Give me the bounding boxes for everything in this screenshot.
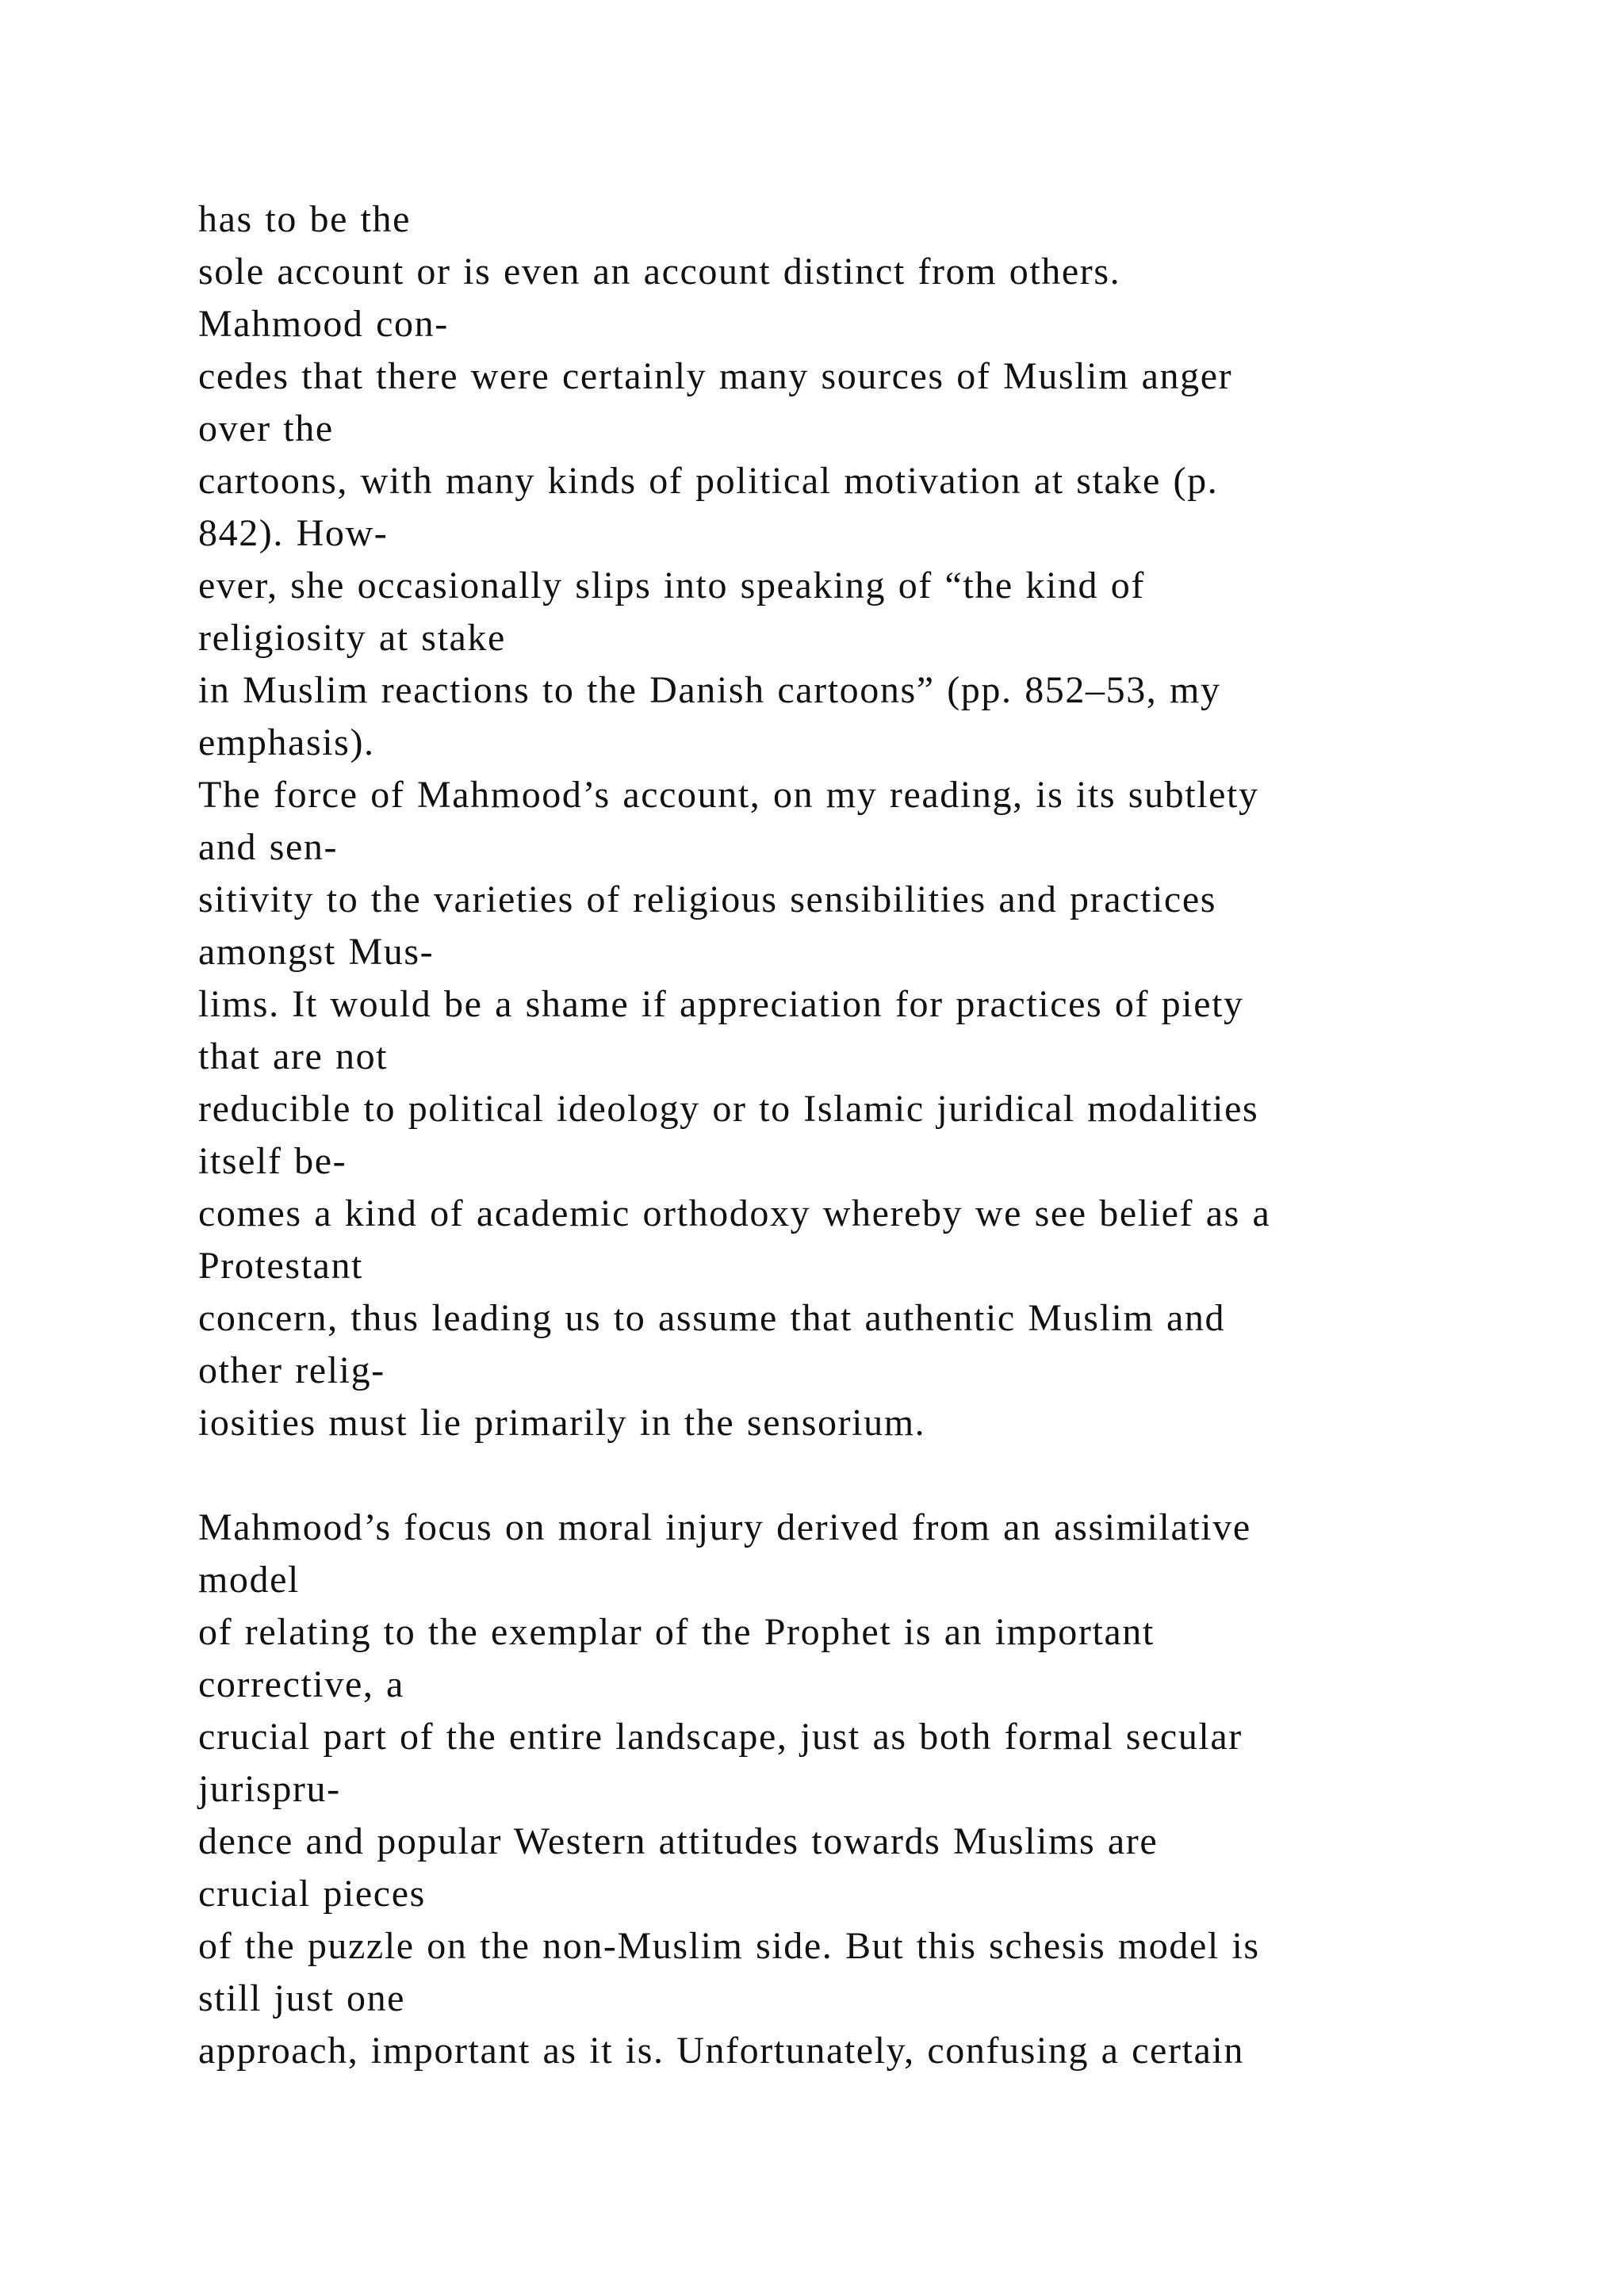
text-line: crucial part of the entire landscape, just as both formal secular: [198, 1716, 1243, 1758]
text-line: in Muslim reactions to the Danish cartoons” (pp. 852–53, my: [198, 669, 1221, 711]
text-line: amongst Mus-: [198, 931, 435, 973]
text-line: jurispru-: [198, 1768, 341, 1810]
text-line: The force of Mahmood’s account, on my reading, is its subtlety: [198, 774, 1259, 816]
text-line: Mahmood’s focus on moral injury derived from an assimilative: [198, 1506, 1251, 1548]
paragraph-gap: [198, 1449, 1546, 1502]
paragraph-2: [198, 1502, 1546, 2077]
text-line: Protestant: [198, 1245, 363, 1287]
text-line: Mahmood con-: [198, 303, 449, 345]
text-line: over the: [198, 408, 334, 450]
text-line: comes a kind of academic orthodoxy whereby we see belief as a: [198, 1192, 1271, 1234]
text-line: still just one: [198, 1977, 406, 2019]
text-line: crucial pieces: [198, 1873, 426, 1915]
paragraph-1: [198, 193, 1546, 1449]
text-line: reducible to political ideology or to Islamic juridical modalities: [198, 1088, 1259, 1130]
text-line: has to be the: [198, 198, 412, 240]
body-text: [198, 193, 1546, 2077]
text-line: corrective, a: [198, 1663, 404, 1705]
text-line: approach, important as it is. Unfortunately, confusing a certain: [198, 2030, 1244, 2072]
text-line: emphasis).: [198, 721, 375, 763]
text-line: concern, thus leading us to assume that authentic Muslim and: [198, 1297, 1226, 1339]
text-line: 842). How-: [198, 512, 389, 554]
text-line: ever, she occasionally slips into speaking of “the kind of: [198, 564, 1145, 607]
text-line: lims. It would be a shame if appreciation for practices of piety: [198, 983, 1244, 1025]
text-line: iosities must lie primarily in the sensorium.: [198, 1402, 926, 1444]
text-line: and sen-: [198, 826, 339, 868]
text-line: model: [198, 1559, 300, 1601]
text-line: of the puzzle on the non-Muslim side. But this schesis model is: [198, 1925, 1260, 1967]
text-line: that are not: [198, 1035, 389, 1077]
text-line: cartoons, with many kinds of political motivation at stake (p.: [198, 460, 1219, 502]
text-line: cedes that there were certainly many sources of Muslim anger: [198, 355, 1233, 397]
text-line: sole account or is even an account distinct from others.: [198, 251, 1121, 293]
text-line: itself be-: [198, 1140, 347, 1182]
text-line: dence and popular Western attitudes towards Muslims are: [198, 1820, 1159, 1862]
text-line: other relig-: [198, 1349, 385, 1391]
text-line: of relating to the exemplar of the Prophet is an important: [198, 1611, 1155, 1653]
text-line: religiosity at stake: [198, 617, 506, 659]
text-line: sitivity to the varieties of religious sensibilities and practices: [198, 878, 1217, 920]
